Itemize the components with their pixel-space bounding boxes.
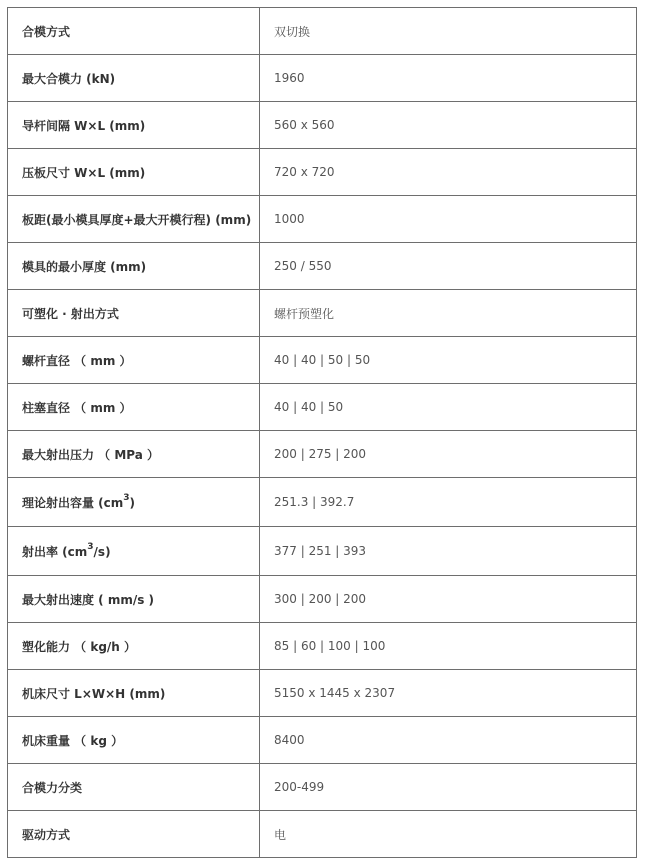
row-label: 压板尺寸 W×L (mm): [8, 149, 260, 196]
row-label: 最大射出压力 （ MPa ）: [8, 431, 260, 478]
row-value: 电: [260, 811, 637, 858]
spec-table: [7, 7, 637, 858]
table-row: [8, 527, 637, 576]
row-value: 40 | 40 | 50 | 50: [260, 337, 637, 384]
row-value: 40 | 40 | 50: [260, 384, 637, 431]
table-row: [8, 243, 637, 290]
table-row: [8, 670, 637, 717]
row-value: 1000: [260, 196, 637, 243]
row-value: 双切换: [260, 8, 637, 55]
row-value: 5150 x 1445 x 2307: [260, 670, 637, 717]
table-row: [8, 196, 637, 243]
row-label: 机床尺寸 L×W×H (mm): [8, 670, 260, 717]
table-row: [8, 431, 637, 478]
row-value: 1960: [260, 55, 637, 102]
row-label: 合模方式: [8, 8, 260, 55]
row-label: 机床重量 （ kg ）: [8, 717, 260, 764]
row-label: 可塑化 · 射出方式: [8, 290, 260, 337]
row-value: 720 x 720: [260, 149, 637, 196]
row-label: [8, 527, 260, 576]
label-text: 理论射出容量 (cm: [22, 495, 124, 510]
row-label: 螺杆直径 （ mm ）: [8, 337, 260, 384]
row-label: 板距(最小模具厚度+最大开模行程) (mm): [8, 196, 260, 243]
row-label: [8, 478, 260, 527]
table-row: [8, 337, 637, 384]
table-row: [8, 290, 637, 337]
table-row: [8, 55, 637, 102]
label-text-suffix: ): [129, 495, 136, 510]
row-label: 最大合模力 (kN): [8, 55, 260, 102]
row-value: 8400: [260, 717, 637, 764]
table-row: [8, 764, 637, 811]
row-value: 200-499: [260, 764, 637, 811]
table-row: [8, 576, 637, 623]
row-value: 560 x 560: [260, 102, 637, 149]
row-label: 驱动方式: [8, 811, 260, 858]
table-row: [8, 384, 637, 431]
table-row: [8, 102, 637, 149]
row-label: 导杆间隔 W×L (mm): [8, 102, 260, 149]
label-text-suffix: /s): [93, 544, 111, 559]
row-label: 模具的最小厚度 (mm): [8, 243, 260, 290]
table-row: [8, 8, 637, 55]
row-value: 251.3 | 392.7: [260, 478, 637, 527]
superscript: 3: [123, 492, 130, 503]
row-label: 合模力分类: [8, 764, 260, 811]
table-row: [8, 478, 637, 527]
row-label: 柱塞直径 （ mm ）: [8, 384, 260, 431]
row-label: 最大射出速度 ( mm/s ): [8, 576, 260, 623]
row-value: 200 | 275 | 200: [260, 431, 637, 478]
row-label: 塑化能力 （ kg/h ）: [8, 623, 260, 670]
table-row: [8, 623, 637, 670]
row-value: 85 | 60 | 100 | 100: [260, 623, 637, 670]
table-row: [8, 811, 637, 858]
superscript: 3: [87, 541, 94, 552]
row-value: 螺杆预塑化: [260, 290, 637, 337]
row-value: 250 / 550: [260, 243, 637, 290]
table-row: [8, 149, 637, 196]
table-row: [8, 717, 637, 764]
row-value: 300 | 200 | 200: [260, 576, 637, 623]
label-text: 射出率 (cm: [22, 544, 88, 559]
row-value: 377 | 251 | 393: [260, 527, 637, 576]
